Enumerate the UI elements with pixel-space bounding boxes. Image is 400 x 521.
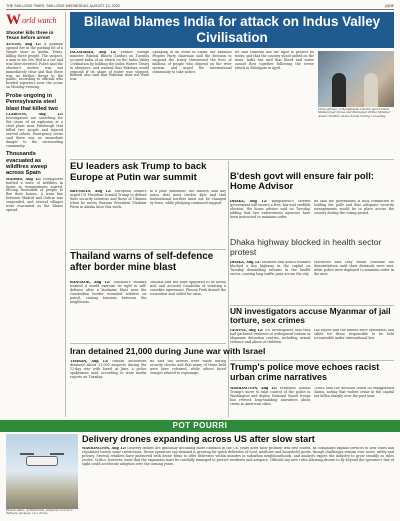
dateline: BRUSSELS, Aug 12: bbox=[70, 190, 112, 193]
dhaka-col-2: Protesters said they would continue the demonstration until their demands were met, while police were deployed to maintain order in the area. bbox=[313, 261, 394, 276]
lead-photo-block bbox=[318, 51, 394, 157]
drone-photo-caption: Mosab Asim, of Damlarah, prepares to load a delivery package on a drone. bbox=[6, 509, 73, 516]
masthead-right: (4)NE bbox=[384, 3, 394, 8]
thailand-col-1 bbox=[70, 281, 147, 337]
photo-figure-left bbox=[332, 73, 346, 107]
un-col-1 bbox=[230, 329, 311, 361]
lead-col-3: He said Pakistan has the right to protect its water, and that the country stood united on the issue. India has said that blood and water cannot flow together following the terror attack in Pahalgam in April. bbox=[234, 51, 314, 70]
un-text: UN investigators said they had gathered evidence of widespread torture in Myanmar detention centres, including sexual violence and abuse of children. bbox=[230, 329, 311, 344]
iran-col-2: He said the arrests were made during security checks and that many of those held were later released, while others faced charges related to espionage. bbox=[149, 360, 226, 375]
dateline: WASHINGTON, Aug 12: bbox=[230, 387, 278, 390]
eu-headline: EU leaders ask Trump to back Europe at Putin war summit bbox=[70, 161, 207, 183]
dateline: AUSTIN, Aug 12: bbox=[6, 43, 42, 47]
pot-pourri-story bbox=[82, 447, 394, 519]
dateline: DHAKA, Aug 12: bbox=[230, 261, 261, 264]
drone-rotor bbox=[20, 453, 34, 455]
dhaka-text: Students and health workers blocked a key highway in the capital on Tuesday demanding reforms in the health sector, causing long traffic jams across the city. bbox=[230, 261, 311, 276]
dateline: ISLAMABAD, Aug 12: bbox=[70, 51, 117, 54]
world-watch-story bbox=[6, 151, 63, 212]
lead-photo bbox=[318, 51, 394, 107]
story-body: A gunman opened fire in the parking lot of a Target store in Austin, Texas, killing three people. The suspect, a man in his 30s, fled in a car and was later arrested. Police said the shooter's motive was not immediately clear and that there was no further threat to the public, according to officials who briefed reporters near the scene on Monday evening. bbox=[6, 43, 63, 90]
eu-col-1 bbox=[70, 190, 147, 248]
eu-story bbox=[70, 190, 226, 248]
dhaka-col-1 bbox=[230, 261, 311, 305]
thailand-text: Thailand's military warned it would exercise its right to self-defence after a landmine blast near the Cambodian border wounded soldiers on patrol, raising tensions between the neighbours. bbox=[70, 281, 147, 304]
world-watch-logo-text: orld watch bbox=[22, 15, 57, 25]
pot-pourri-section-bar: POT POURRI bbox=[0, 420, 400, 432]
world-watch-story bbox=[6, 93, 63, 148]
world-watch-logo bbox=[6, 12, 63, 28]
drone-body bbox=[26, 456, 58, 466]
dateline: GENEVA, Aug 12: bbox=[230, 329, 264, 332]
dateline: TEHRAN, Aug 12: bbox=[70, 360, 109, 363]
thailand-col-2: Officials said the mine appeared to be newly laid, and accused Cambodia of violating a ceasefire agreement. Phnom Penh denied the accusation and called for calm. bbox=[149, 281, 226, 296]
drone-photo bbox=[6, 434, 78, 509]
dateline: CLAIRTON, Aug 12: bbox=[6, 113, 63, 117]
lead-photo-caption: Chief adviser of Bangladesh interim government Muhammad Yunus and Malaysian Prime Minister Anwar Ibrahim shake hands during a meeting. bbox=[318, 107, 391, 118]
eu-col-2: In a joint statement, the leaders said any peace deal must involve Kyiv and that international borders must not be changed by force, while pledging continued support. bbox=[149, 190, 226, 205]
dateline: BANGKOK, Aug 12: bbox=[70, 281, 111, 284]
un-col-2: The report said the abuses were systematic and called for those responsible to be held accountable under international law. bbox=[313, 329, 394, 340]
bdesh-headline: B'desh govt will ensure fair poll: Home Advisor bbox=[230, 170, 374, 192]
story-headline: Probe ongoing in Pennsylvania steel blast that killed two bbox=[6, 93, 58, 112]
dateline: MADRID, Aug 12: bbox=[6, 177, 41, 181]
world-watch-logo-letter: W bbox=[6, 12, 21, 28]
dateline: DHAKA, Aug 12: bbox=[230, 200, 268, 203]
bdesh-col-1 bbox=[230, 200, 311, 236]
drone-rotor bbox=[50, 453, 64, 455]
trump-headline: Trump's police move echoes racist urban crime narratives bbox=[230, 362, 380, 383]
bdesh-col-2: He said the government is fully committed to holding the polls and that adequate security arrangements would be in place across the country during the voting period. bbox=[313, 200, 394, 215]
pot-pourri-text: Delivery drones are gradually becoming more common in the US, years after their promise was first touted, as companies expand services to new cities and regulators loosen some restrictions. Drone operators say demand is growing for quick deliveries of food, medicine and household goods, though challenges remain over noise, safety and privacy. Several retailers have partnered with drone firms to offer deliveries within minutes in suburban neighbourhoods, and analysts expect the industry to grow steadily as rules evolve. Critics, however, warn that the expansion must be carefully managed to protect residents and airspace. Officials say new rules allowing drones to fly beyond the operator's line of sight could accelerate adoption over the coming years. bbox=[82, 447, 394, 466]
page-masthead bbox=[6, 2, 394, 10]
iran-story bbox=[70, 360, 226, 416]
lead-col-2: Speaking at an event in Sindh, the Pakistan Peoples Party chairman said the decision to suspend the treaty threatened the lives of millions of people who depend on the river system, and urged the international community to take notice. bbox=[152, 51, 232, 74]
iran-headline: Iran detained 21,000 during June war with Israel bbox=[70, 346, 266, 356]
iran-text: Iranian authorities detained about 21,000 suspects during the 12-day war with Israel in June, a police spokesman said, according to state media reports on Tuesday. bbox=[70, 360, 147, 379]
story-body: Investigators are searching for the cause of an explosion at a steel plant near Pittsburgh that killed two people and injured several others. Emergency crews said there was no immediate danger to the surrounding community. bbox=[6, 116, 63, 148]
lead-col-1 bbox=[70, 51, 149, 157]
divider bbox=[228, 161, 229, 417]
trump-story bbox=[230, 387, 394, 417]
dhaka-headline: Dhaka highway blocked in health sector protest bbox=[230, 237, 382, 257]
iran-col-1 bbox=[70, 360, 147, 416]
divider bbox=[70, 249, 226, 250]
trump-text: President Donald Trump's move to take control of the police in Washington and deploy National Guard troops has revived long-standing narratives about crime in American cities. bbox=[230, 387, 311, 406]
photo-figure-right bbox=[364, 73, 378, 107]
dateline: WASHINGTON, Aug 12: bbox=[82, 447, 126, 450]
un-story bbox=[230, 329, 394, 361]
pot-pourri-headline: Delivery drones expanding across US after slow start bbox=[82, 434, 315, 444]
thailand-headline: Thailand warns of self-defence after border mine blast bbox=[70, 251, 214, 273]
eu-text: European leaders urged US President Donald Trump to defend their security interests and those of Ukraine when he meets Russian President Vladimir Putin in Alaska later this week. bbox=[70, 190, 147, 209]
divider bbox=[230, 360, 394, 361]
divider bbox=[70, 343, 226, 344]
world-watch-story bbox=[6, 31, 63, 90]
lead-headline: Bilawal blames India for attack on Indus Valley Civilisation bbox=[70, 12, 394, 48]
un-headline: UN investigators accuse Myanmar of jail torture, sex crimes bbox=[230, 306, 391, 326]
divider bbox=[70, 159, 394, 160]
lead-story bbox=[70, 51, 314, 157]
trump-col-2: Critics said the decision relied on exaggerated claims, noting that violent crime in the capital has fallen sharply over the past year. bbox=[313, 387, 394, 398]
story-headline: Shooter kills three in Texas before arrest bbox=[6, 31, 54, 42]
trump-col-1 bbox=[230, 387, 311, 417]
dhaka-story bbox=[230, 261, 394, 305]
world-watch-column bbox=[6, 12, 66, 417]
thailand-story bbox=[70, 281, 226, 337]
story-body: Firefighters battled a wave of wildfires in Spain as temperatures soared, forcing thousands of people to flee their homes. A train line between Madrid and Galicia was suspended, and several villages were evacuated as the blazes spread. bbox=[6, 177, 63, 213]
lead-text: Former foreign minister Bilawal Bhutto Zardari on Tuesday accused India of an attack on the Indus Valley Civilisation by holding the Indus Waters Treaty in abeyance, and warned that Pakistan would respond if its share of water was stopped. Bilawal also said that Pakistan does not want war. bbox=[70, 51, 150, 82]
story-headline: Thousands evacuated as wildfires sweep across Spain bbox=[6, 151, 48, 177]
masthead-left: THE SHILLONG TIMES, SHILLONG WEDNESDAY, AUGUST 13, 2025 bbox=[6, 3, 120, 8]
bdesh-story bbox=[230, 200, 394, 236]
bdesh-text: Bangladesh's interim government will ensure a free, fair and credible election, the home advisor said on Tuesday, adding that law enforcement agencies have been instructed to maintain order. bbox=[230, 200, 311, 219]
